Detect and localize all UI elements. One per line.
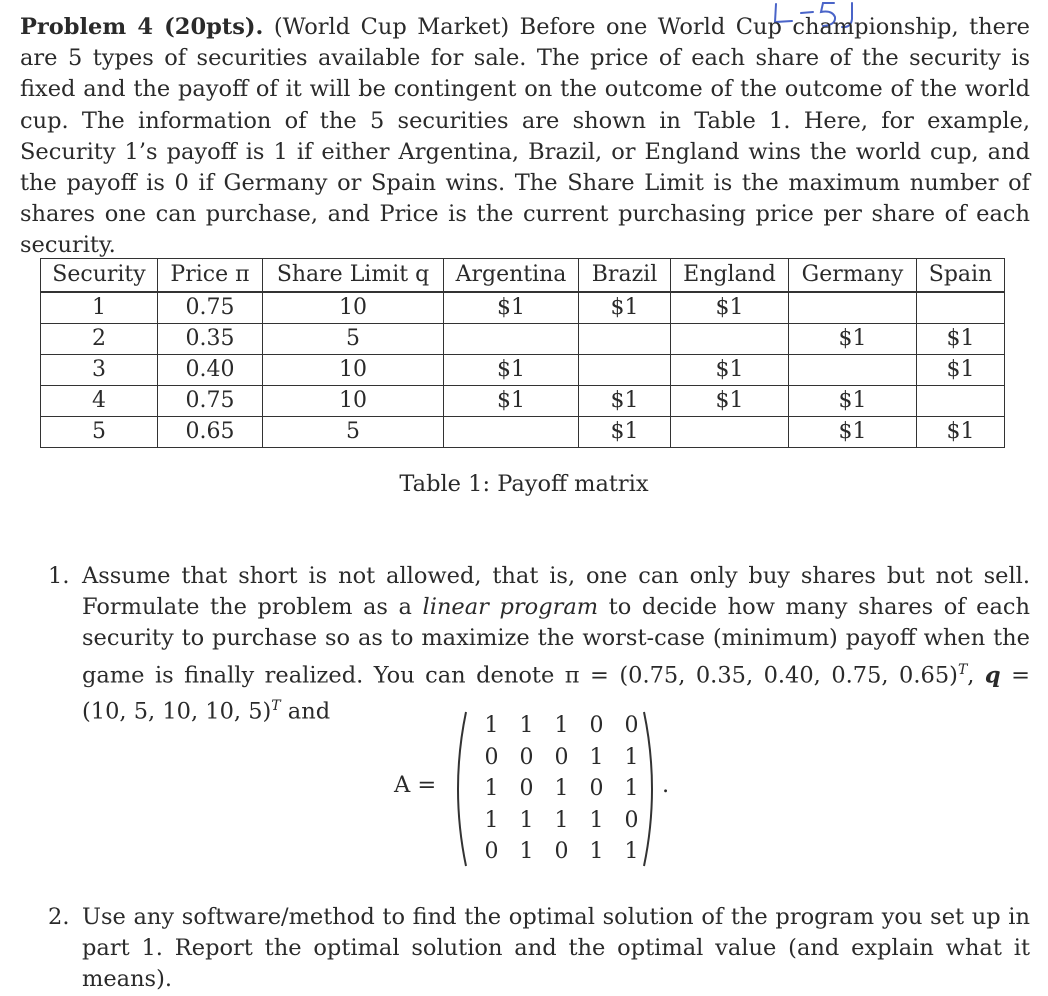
table-cell: 0.65: [158, 417, 263, 448]
question-text: Assume that short is not allowed, that is, one can only buy shares but not sell. Formulate the problem as a linear program to decide how many shares of each security to purchase so as to maximize the worst-case (minimum) payoff when the game is finally realized. You can denote π = (0.75, 0.35, 0.40, 0.75, 0.65)$^T$, q = (10, 5, 10, 10, 5)$^T$ and: [82, 563, 1030, 725]
table-cell: 10: [263, 292, 444, 324]
q-vector: = (10, 5, 10, 10, 5): [82, 662, 1030, 725]
table-cell: $1: [444, 292, 579, 324]
table-cell: 5: [263, 417, 444, 448]
table-cell: 0.40: [158, 355, 263, 386]
table-cell: [444, 417, 579, 448]
col-header-spain: Spain: [917, 259, 1005, 293]
table-cell: 0.75: [158, 292, 263, 324]
table-cell: [789, 292, 917, 324]
col-header-price: Price π: [158, 259, 263, 293]
matrix-a: [394, 708, 694, 868]
table-cell: $1: [789, 386, 917, 417]
table-cell: 0.35: [158, 324, 263, 355]
problem-text: (World Cup Market) Before one World Cup championship, there are 5 types of securities available for sale. The price of each share of the security is fixed and the payoff of it will be contingent on the outcome of the outcome of the world cup. The information of the 5 securities are shown in Table 1. Here, for example, Security 1’s payoff is 1 if either Argentina, Brazil, or England wins the world cup, and the payoff is 0 if Germany or Spain wins. The Share Limit is the maximum number of shares one can purchase, and Price is the current purchasing price per share of each security.: [20, 14, 1031, 259]
table-cell: $1: [579, 417, 671, 448]
table-cell: 1: [41, 292, 158, 324]
table-row: [41, 386, 1005, 417]
table-cell: $1: [579, 292, 671, 324]
emphasis-text: linear program: [422, 594, 599, 621]
matrix-entries: 1 1 1 0 0 0 0 0 1 1 1 0 1 0 1 1 1 1 1 0 0 1 0 1 1: [484, 713, 639, 864]
table-cell: [671, 417, 789, 448]
pi-vector: π = (0.75, 0.35, 0.40, 0.75, 0.65): [564, 662, 958, 689]
col-header-argentina: Argentina: [444, 259, 579, 293]
question-text: Use any software/method to find the optimal solution of the program you set up in part 1. Report the optimal solution and the optimal value (and explain what it means).: [82, 904, 1030, 993]
col-header-germany: Germany: [789, 259, 917, 293]
table-caption: Table 1: Payoff matrix: [399, 471, 649, 497]
table-cell: $1: [579, 386, 671, 417]
table-cell: [917, 386, 1005, 417]
table-cell: 10: [263, 386, 444, 417]
table-cell: $1: [671, 355, 789, 386]
table-cell: 4: [41, 386, 158, 417]
col-header-share-limit: Share Limit q: [263, 259, 444, 293]
table-cell: $1: [444, 386, 579, 417]
col-header-security: Security: [41, 259, 158, 293]
table-cell: $1: [917, 417, 1005, 448]
table-header-row: [41, 259, 1005, 293]
q-symbol: q: [984, 662, 1001, 689]
matrix-end-punct: .: [662, 772, 670, 798]
problem-statement: [20, 12, 1030, 262]
table-row: [41, 324, 1005, 355]
table-cell: [579, 324, 671, 355]
problem-title: Problem 4 (20pts).: [20, 14, 264, 40]
table-cell: 3: [41, 355, 158, 386]
col-header-england: England: [671, 259, 789, 293]
table-row: [41, 292, 1005, 324]
col-header-brazil: Brazil: [579, 259, 671, 293]
table-cell: [444, 324, 579, 355]
table-cell: [789, 355, 917, 386]
table-cell: $1: [789, 324, 917, 355]
payoff-table: [40, 258, 1005, 448]
table-cell: 10: [263, 355, 444, 386]
table-cell: [917, 292, 1005, 324]
question-2: [48, 902, 1030, 996]
table-cell: [671, 324, 789, 355]
table-cell: $1: [671, 386, 789, 417]
table-cell: 2: [41, 324, 158, 355]
matrix-label: A =: [394, 772, 437, 798]
table-cell: 5: [41, 417, 158, 448]
table-cell: [579, 355, 671, 386]
question-number: 1.: [48, 563, 70, 589]
question-1: [48, 561, 1030, 728]
table-row: [41, 355, 1005, 386]
table-cell: $1: [671, 292, 789, 324]
table-row: [41, 417, 1005, 448]
table-cell: $1: [917, 355, 1005, 386]
table-cell: $1: [444, 355, 579, 386]
table-cell: 5: [263, 324, 444, 355]
table-cell: $1: [917, 324, 1005, 355]
table-cell: 0.75: [158, 386, 263, 417]
question-number: 2.: [48, 904, 70, 930]
table-cell: $1: [789, 417, 917, 448]
